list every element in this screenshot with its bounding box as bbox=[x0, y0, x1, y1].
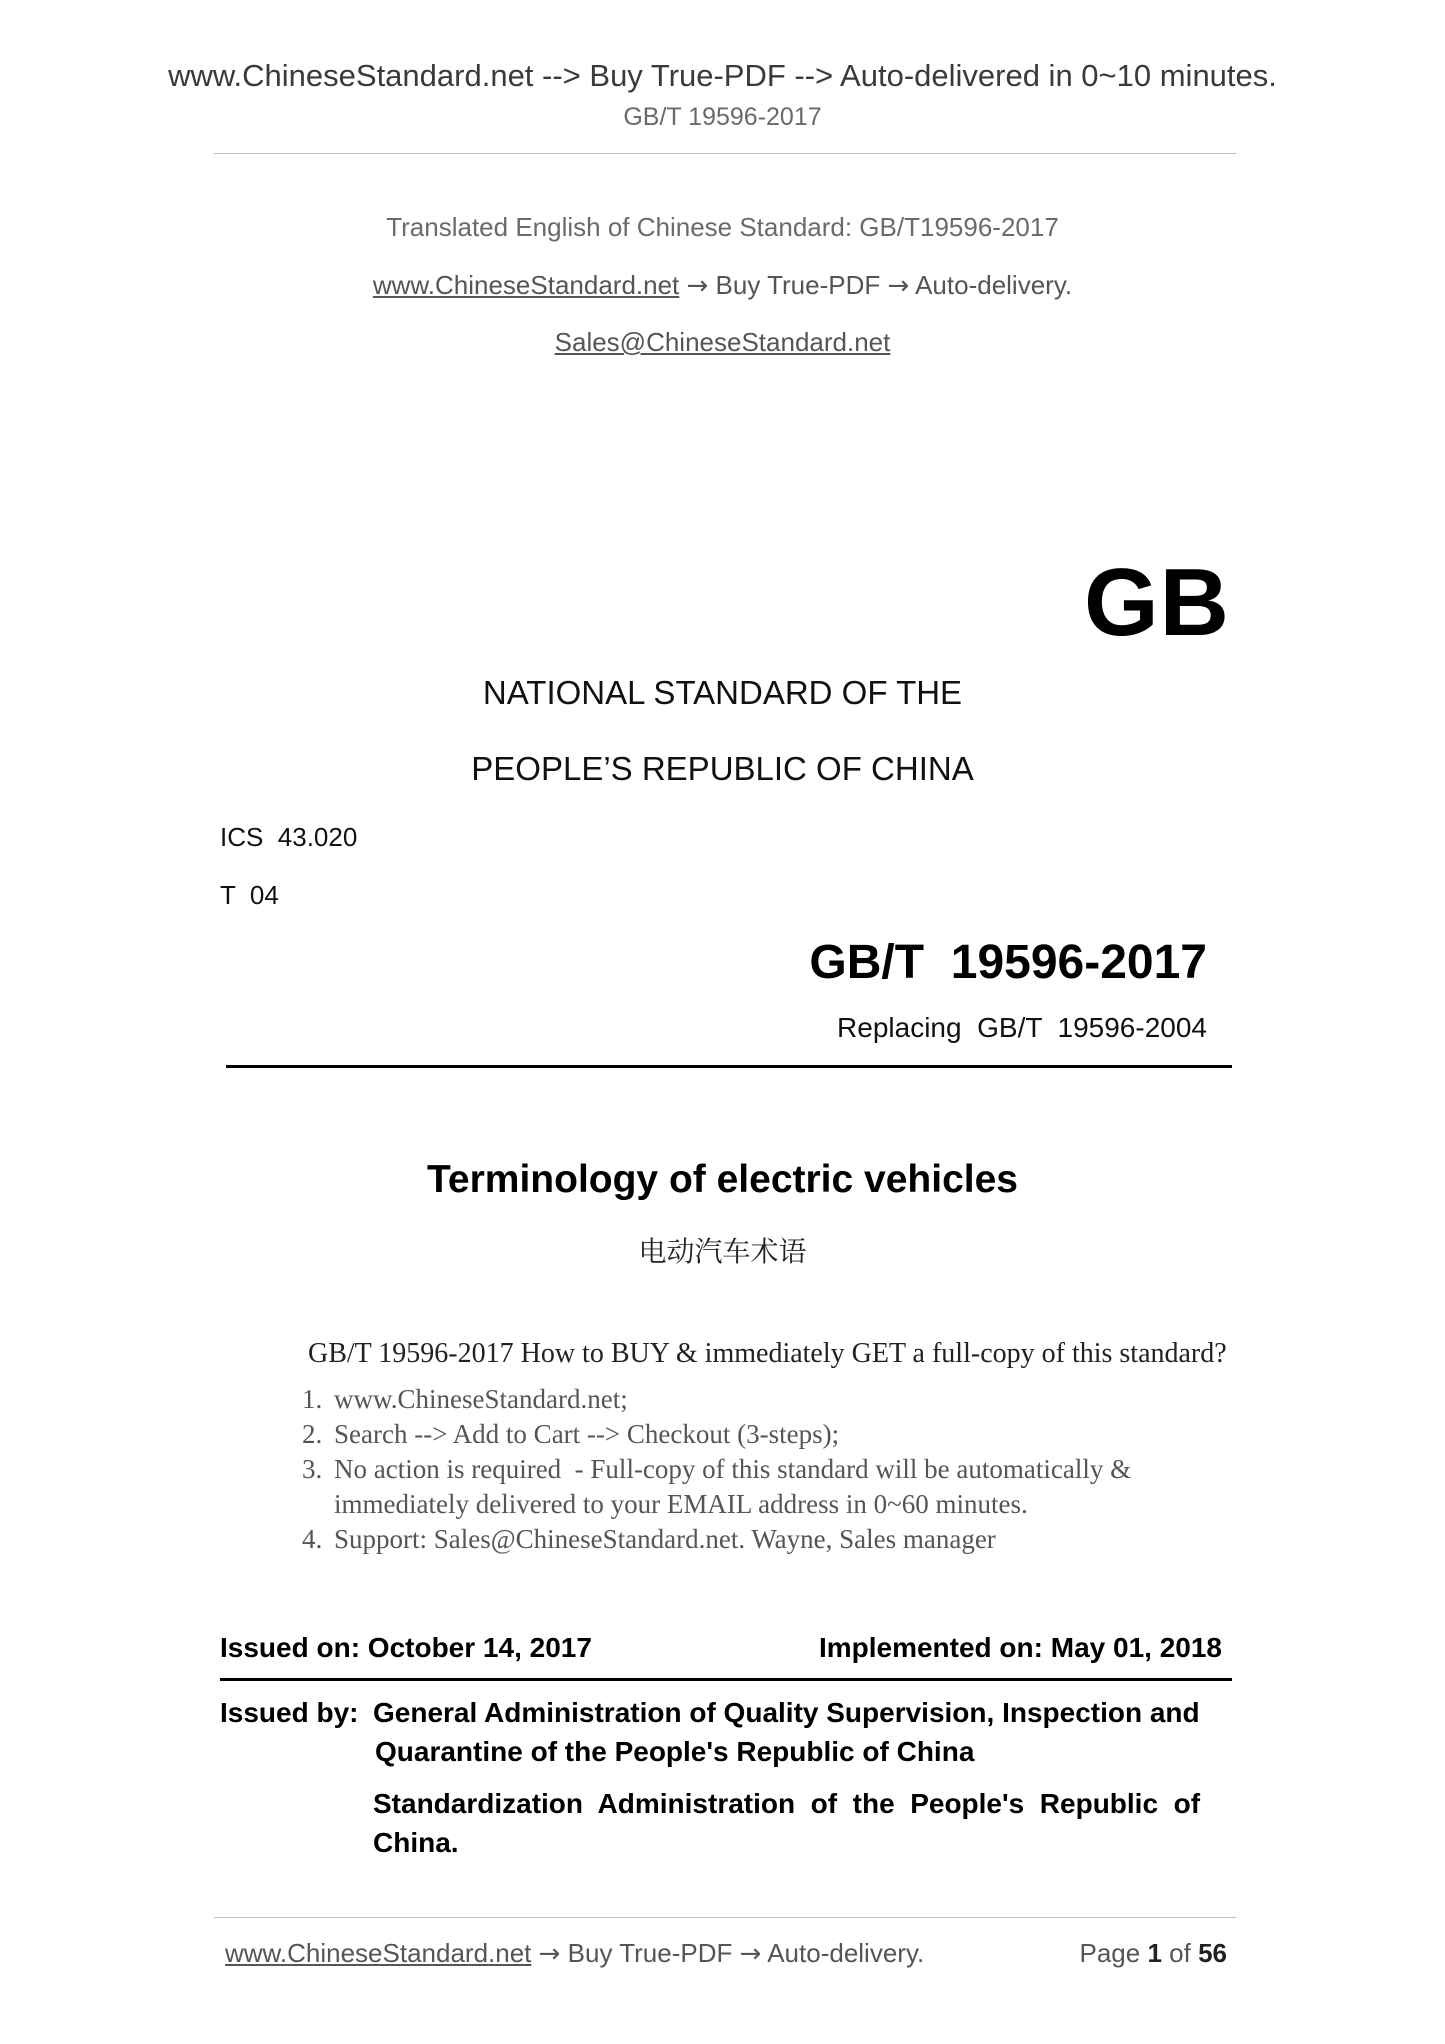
intro-auto: Auto-delivery. bbox=[915, 270, 1073, 300]
howto-item: 1. www.ChineseStandard.net; bbox=[302, 1384, 628, 1414]
intro-site-link[interactable]: www.ChineseStandard.net bbox=[372, 270, 680, 300]
footer-site-link[interactable]: www.ChineseStandard.net bbox=[225, 1938, 532, 1968]
footer-divider bbox=[214, 1917, 1236, 1918]
arrow-right-icon: → bbox=[538, 1939, 561, 1969]
arrow-right-icon: → bbox=[686, 271, 709, 301]
issued-on: Issued on: October 14, 2017 bbox=[220, 1632, 592, 1663]
t-code: T 04 bbox=[220, 880, 279, 910]
implemented-on: Implemented on: May 01, 2018 bbox=[818, 1632, 1222, 1663]
header-divider bbox=[214, 153, 1236, 154]
title-divider bbox=[226, 1065, 1232, 1068]
header-top-line: www.ChineseStandard.net --> Buy True-PDF --> Auto-delivered in 0~10 minutes. bbox=[168, 58, 1277, 93]
howto-heading: GB/T 19596-2017 How to BUY & immediately GET a full-copy of this standard? bbox=[308, 1338, 1227, 1369]
translated-note: Translated English of Chinese Standard: GB/T19596-2017 bbox=[386, 212, 1059, 242]
page-total: 56 bbox=[1198, 1938, 1227, 1968]
howto-item: 4. Support: Sales@ChineseStandard.net. Wayne, Sales manager bbox=[302, 1524, 996, 1554]
title-cn: 电动汽车术语 bbox=[638, 1237, 807, 1268]
gb-logo: GB bbox=[1084, 549, 1230, 656]
arrow-right-icon: → bbox=[887, 271, 910, 301]
ics-code: ICS 43.020 bbox=[220, 822, 358, 852]
header-doc-code: GB/T 19596-2017 bbox=[623, 103, 822, 131]
page-of-label: of bbox=[1169, 1938, 1191, 1968]
howto-list bbox=[302, 1382, 1131, 1557]
howto-item: 2. Search --> Add to Cart --> Checkout (3-steps); bbox=[302, 1419, 840, 1449]
standard-number: GB/T 19596-2017 bbox=[809, 936, 1207, 989]
issuer2-line2: China. bbox=[373, 1827, 459, 1858]
issued-by-label: Issued by: bbox=[220, 1697, 359, 1728]
page-indicator bbox=[1079, 1938, 1227, 1969]
howto-item-cont: immediately delivered to your EMAIL address in 0~60 minutes. bbox=[334, 1489, 1028, 1519]
footer-buy: Buy True-PDF bbox=[567, 1938, 733, 1968]
page-number: 1 bbox=[1147, 1938, 1162, 1968]
page-label: Page bbox=[1079, 1938, 1141, 1968]
arrow-right-icon: → bbox=[739, 1939, 762, 1969]
national-standard-line1: NATIONAL STANDARD OF THE bbox=[482, 674, 963, 711]
national-standard-line2: PEOPLE’S REPUBLIC OF CHINA bbox=[471, 750, 974, 787]
intro-buy: Buy True-PDF bbox=[715, 270, 881, 300]
issue-divider bbox=[220, 1678, 1232, 1681]
issuer1-line2: Quarantine of the People's Republic of China bbox=[375, 1736, 975, 1767]
howto-item: 3. No action is required - Full-copy of this standard will be automatically & bbox=[302, 1454, 1132, 1484]
title-en: Terminology of electric vehicles bbox=[427, 1158, 1018, 1201]
issuer1-line1: General Administration of Quality Supervision, Inspection and bbox=[373, 1697, 1200, 1728]
footer-auto: Auto-delivery. bbox=[767, 1938, 925, 1968]
intro-links bbox=[0, 270, 1445, 301]
replacing-note: Replacing GB/T 19596-2004 bbox=[837, 1012, 1207, 1043]
footer-links bbox=[225, 1938, 924, 1969]
issuer2-line1: Standardization Administration of the People's Republic of bbox=[373, 1788, 1201, 1819]
intro-sales-email[interactable]: Sales@ChineseStandard.net bbox=[554, 327, 891, 357]
